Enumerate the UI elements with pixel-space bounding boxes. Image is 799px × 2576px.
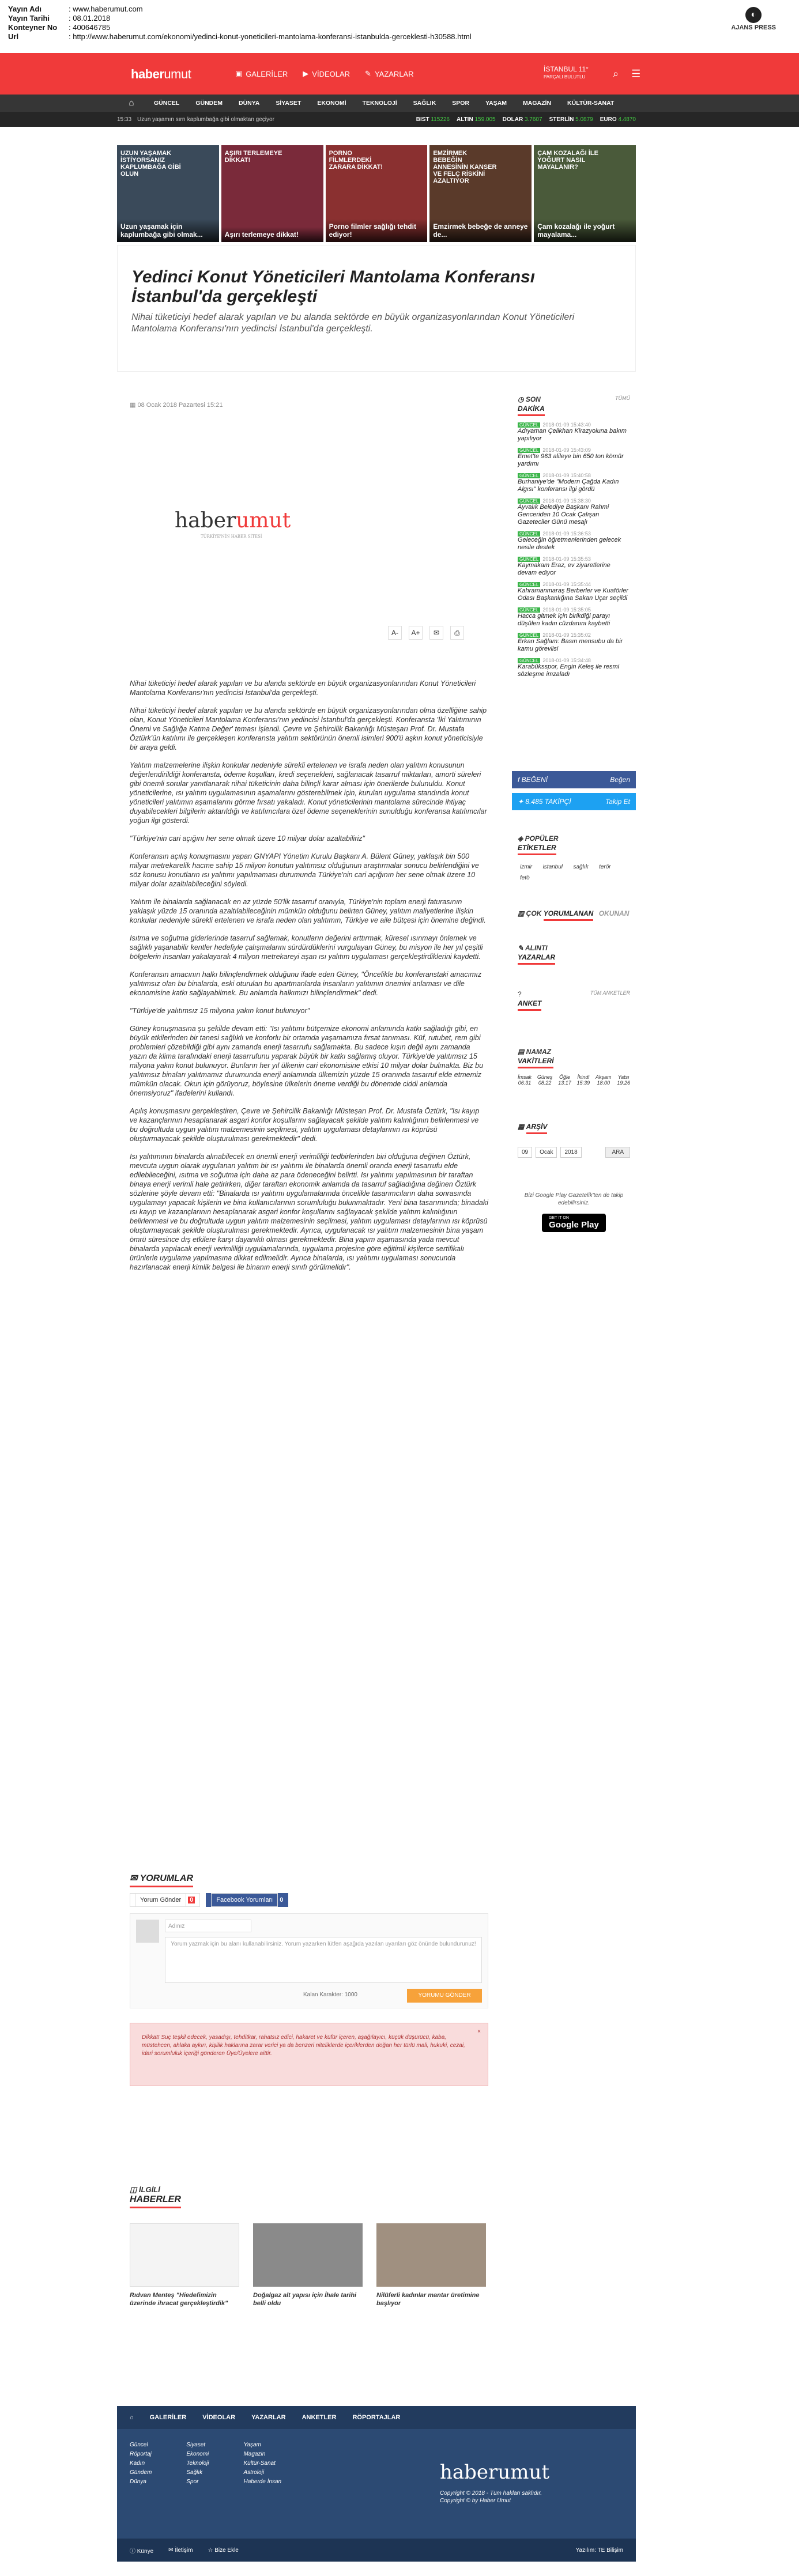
news-item[interactable]: GÜNCEL 2018-01-09 15:35:44 Kahramanmaraş Berberler ve Kuaförler Odası Başkanlığına Sakan Uçar seçildi [518, 581, 628, 602]
char-counter: Kalan Karakter: 1000 [303, 1992, 357, 1998]
article-tools [388, 626, 464, 640]
comments-title: ✉ YORUMLAR [130, 1872, 193, 1887]
news-item[interactable]: GÜNCEL 2018-01-09 15:40:58 Burhaniye'de "Modern Çağda Kadın Algısı" konferansı ilgi gördü [518, 473, 619, 493]
footer-link[interactable]: Dünya [130, 2479, 146, 2485]
comment-form [130, 1913, 488, 2008]
news-item[interactable]: GÜNCEL 2018-01-09 15:43:40 Adıyaman Çelikhan Kirazyoluna bakım yapılıyor [518, 422, 627, 442]
tab-most-commented[interactable]: YORUMLANAN [544, 909, 594, 921]
paragraph: Konferansın açılış konuşmasını yapan GNYAPI Yönetim Kurulu Başkanı A. Bülent Güney, yaklaşık bin 500 milyar metrekarelik hacme sahip 15 milyon konutun yalıtımsız olduğunun araştırmalar sonucu belirlendiğini ve söz konusu konutların ısı yalıtımı yapılmaması durumunda Türkiye'nin cari açığının her sene olmak üzere 10 milyar dolar azaltılabileceğini söyledi. [130, 852, 479, 888]
news-item[interactable]: GÜNCEL 2018-01-09 15:38:30 Ayvalık Belediye Başkanı Rahmi Genceriden 10 Ocak Çalışan Gazeteciler Günü mesajı [518, 498, 609, 526]
market-item: ALTIN 159.005 [456, 116, 496, 123]
market-item: STERLİN 5.0879 [549, 116, 593, 123]
meta-row: Konteyner No : 400646785 [8, 23, 111, 32]
article-header [117, 245, 636, 372]
paragraph: Güney konuşmasına şu şekilde devam etti: "Isı yalıtımı bütçemize ekonomi anlamında katkı sağladığı gibi, en büyük etkilerinden bir tanesi sağlıklı ve konforlu bir ortamda yaşamamıza fırsat tanıması. Küf, rutubet, rem gibi problemleri çözebildiği gibi aynı zamanda enerji tasarrufu sağlamakta. Bu sadece kışın değil aynı zamanda yazın da klima tarafındaki enerji tasarrufunu yaparak büyük bir katkı sağlamış oluyor. Türkiye'de yalıtımsız 15 milyona yakın konut bulunuyor. Bunların her yıl ülkenin cari ekonomisine etkisi 10 milyar dolar bulmakta. Biz bu yalıtımsız binaları yalıtmamız durumunda enerji anlamında ülkemizin yüzde 15 oranında tasarruf elde etmemiz mümkün olacak. Okun için görüyoruz, böylesine ülkelerin öneme verdiği bu dönemde ciddi anlamda önemsiyoruz" ifadelerini kullandı. [130, 1025, 484, 1097]
footer-link[interactable]: Yaşam [243, 2442, 261, 2448]
related-thumbnail [253, 2223, 363, 2287]
headline-card[interactable]: UZUN YAŞAMAK İSTİYORSANIZ KAPLUMBAĞA GİBİ OLUN Uzun yaşamak için kaplumbağa gibi olmak... [117, 145, 219, 242]
nav-galleries[interactable]: ▣ GALERİLER [235, 69, 288, 78]
news-item[interactable]: GÜNCEL 2018-01-09 15:35:53 Kaymakam Eraz, ev ziyaretlerine devam ediyor [518, 556, 610, 576]
meta-row: Url : http://www.haberumut.com/ekonomi/yedinci-konut-yoneticileri-mantolama-konferansi-istanbulda-gerceklesti-h30588.html [8, 32, 472, 41]
footer-link[interactable]: Astroloji [243, 2469, 265, 2476]
menu-icon[interactable]: ☰ [631, 68, 641, 80]
nav-authors[interactable]: ✎ YAZARLAR [365, 69, 414, 78]
mail-icon: ✉ [168, 2547, 175, 2554]
news-item[interactable]: GÜNCEL 2018-01-09 15:35:02 Erkan Sağlam: Basın mensubu da bir kamu görevlisi [518, 632, 623, 652]
article-text [130, 679, 488, 1281]
close-icon[interactable]: × [477, 2029, 481, 2035]
footer-columns [130, 2441, 281, 2487]
top-nav [235, 69, 414, 78]
paragraph: Isıtma ve soğutma giderlerinde tasarruf sağlamak, konutların değerini arttırmak, küresel ısınmayı önlemek ve sağlıklı yaşanabilir kentler hedefiyle çalışmalarını sürdürdüklerini vurgulayan Güney, bu misyon ile her yıl çeşitli bölgelerin insanları yakalayarak 4 milyon metrekareyi aşan ısı yalıtım uygulaması gerçekleştirdiklerini kaydetti. [130, 934, 483, 961]
nav-videos[interactable]: ▶ VİDEOLAR [303, 69, 350, 78]
all-link[interactable]: TÜMÜ [615, 395, 630, 401]
send-comment-button[interactable]: YORUMU GÖNDER [407, 1989, 482, 2003]
facebook-like[interactable]: f BEĞENİ Beğen [512, 771, 636, 788]
clock-icon: ◷ [518, 395, 526, 403]
category-item[interactable]: KÜLTÜR-SANAT [567, 100, 615, 107]
footer-link[interactable]: Kadın [130, 2460, 145, 2467]
facebook-icon: f [518, 776, 522, 784]
headline-card[interactable]: PORNO FİLMLERDEKİ ZARARA DİKKAT! Porno filmler sağlığı tehdit ediyor! [326, 145, 428, 242]
survey-box: ? TÜM ANKETLER ANKET [512, 984, 636, 1025]
archive-box: ▦ ARŞİV 09 Ocak 2018 ARA [512, 1117, 636, 1180]
tag-icon: ◈ [518, 834, 525, 843]
google-news-box: Bizi Google Play Gazetelik'ten de takip edebilirsiniz. GET IT ON Google Play [512, 1186, 636, 1249]
google-play-button[interactable]: GET IT ON Google Play [542, 1214, 606, 1232]
latest-header [518, 395, 630, 403]
footer-link[interactable]: Siyaset [186, 2442, 206, 2448]
home-icon[interactable]: ⌂ [129, 98, 134, 108]
twitter-follow[interactable]: ✦ 8.485 TAKİPÇİ Takip Et [512, 793, 636, 810]
meta-row: Yayın Adı : www.haberumut.com [8, 5, 143, 13]
article-date: ▦ 08 Ocak 2018 Pazartesi 15:21 [130, 402, 223, 409]
category-item[interactable]: GÜNDEM [195, 100, 223, 107]
name-field[interactable]: Adınız [165, 1920, 251, 1932]
related-item[interactable]: Nilüferli kadınlar mantar üretimine başlıyor [376, 2223, 486, 2307]
footer-link[interactable]: Gündem [130, 2469, 152, 2476]
paragraph: Konferansın amacının halkı bilinçlendirmek olduğunu ifade eden Güney, "Öncelikle bu konferanstaki amacımız yalıtımsız olan bu binalarda, eski oturulan bu apartmanlarda insanların yalıtımın önemini anlaması ve dile ekonomisine katkı sağlayabilmek. Bu anlamda halkımızı bilinçlendirmek" dedi. [130, 970, 482, 997]
market-item: DOLAR 3.7607 [502, 116, 542, 123]
header-icons [613, 68, 640, 80]
news-item[interactable]: GÜNCEL 2018-01-09 15:43:09 Emet'te 963 alileye bin 650 ton kömür yardımı [518, 447, 624, 467]
market-data [416, 116, 636, 123]
paragraph: Yalıtım malzemelerine ilişkin konkular nedeniyle sürekli ertelenen ve israfa neden olan yalıtım konusunun değerlendirildiği konferansta, ödeme koşulları, kredi seçenekleri, sağlanacak tasarruf miktarları, amorti süreleri gibi önemli sorular yanıtlanarak nihai tüketicinin daha bilinçli karar alması için önerilerde bulunuldu. Konut yöneticilerine, ısı yalıtım uygulamasının aşamalarını gösterebilmek için, kurulan uygulama standında konut yöneticileri yalıtımın aşamalarını görme fırsatı yakaladı. Konut yöneticilerinin mantolama sürecinde ihtiyaç duyabilecekleri bilgilerin aktarıldığı ve katılımcılara özel ödeme seçeneklerinin sunulduğu konferansa katılımcılar yoğun ilgi gösterdi. [130, 761, 487, 825]
camera-icon: ▣ [235, 69, 243, 78]
authors-box: ✎ ALINTI YAZARLAR [512, 938, 636, 973]
footer-bottom-link[interactable]: ✉ İletişim [168, 2547, 193, 2554]
site-footer [117, 2406, 636, 2562]
home-icon[interactable]: ⌂ [130, 2414, 134, 2421]
category-item[interactable]: EKONOMİ [317, 100, 346, 107]
tab-site-comments[interactable]: Yorum Gönder 0 [130, 1893, 200, 1907]
site-header [0, 53, 799, 95]
article-summary: Nihai tüketiciyi hedef alarak yapılan ve bu alanda sektörde en büyük organizasyonlarından Konut Yöneticileri Mantolama Konferansı'nın yedincisi İstanbul'da gerçekleşti. [131, 312, 575, 334]
comments-section [117, 1864, 500, 2164]
related-title: ◫ İLGİLİ HABERLER [130, 2185, 181, 2208]
agency-icon: ◐ [745, 7, 762, 23]
social-box [512, 771, 636, 810]
paragraph: Nihai tüketiciyi hedef alarak yapılan ve bu alanda sektörde en büyük organizasyonlarından olma özelliğine sahip olan, Konut Yöneticileri Mantolama Konferansı'nın yedincisi İstanbul'da gerçekleşti. Konferansta 'İki Yalıtımının Önemi ve Sağlığa Katma Değer' teması işlendi. Çevre ve Şehircilik Bakanlığı Müsteşarı Prof. Dr. Mustafa Öztürk'ün katılımı ile gerçekleşen konferansta yalıtım sektörünün önemli isimleri 900'ü aşkın konut yöneticisiyle bir araya geldi. [130, 707, 487, 751]
tab-most-read[interactable]: OKUNAN [598, 909, 630, 917]
font-increase-button[interactable]: A+ [409, 626, 423, 640]
footer-logo[interactable]: haberumut [440, 2461, 550, 2484]
tag-item[interactable]: istanbul [542, 864, 563, 870]
footer-link[interactable]: Spor [186, 2479, 199, 2485]
tag-item[interactable]: fetö [520, 875, 530, 881]
sidebar [512, 391, 636, 1543]
footer-nav-item[interactable]: ANKETLER [301, 2414, 337, 2421]
article-image: haberumut TÜRKİYE'NİN HABER SİTESİ [175, 509, 291, 539]
twitter-icon: ✦ [518, 798, 526, 806]
paragraph: Isı yalıtımının binalarda alınabilecek en önemli enerji verimliliği tedbirlerinden biri olduğuna değinen Öztürk, mevcuta uygun olarak uygulanan yalıtım bir ısı yalıtımı ile binalarda önemli oranda enerji tasarrufu elde edilebileceğini, ısıtma ve soğutma için daha az para ödeneceğini belirtti. Isı yalıtımı yapılmasının bir taraftan binaya enerji verimli hale getirirken, diğer taraftan ekonomik anlamda da tasarruf sağladığına değinen Öztürk sözlerine şöyle devam etti: "Binalarda ısı yalıtımı uygulamalarında öncelikle tasarımcıların daha sonrasında uygulamayı yapacak kişilerin ve bina kullanıcılarının sorumluluğu bulunmaktadır. Yeni bina tasarımında; binadaki ısı kayıp ve kazançlarının hesaplanarak asgari konfor koşullarını sağlayacak şekilde yalıtım kalınlığının belirlenmesi ve bu doğrultuda uygun yalıtım malzemesinin seçilmesi, yalıtım uygulaması detaylarının ısı köprüsü oluşturmayacak şekilde oluşturulması gerekmektedir. Ayrıca, uygulanacak ısı yalıtım malzemesinin bina yaşam ömrü süresince dış etkilere karşı dayanıklı olması gerekmektedir. Bina yapım aşamasında yada mevcut binalarda yapılacak enerji verimliliği uygulamalarında, uygulama projesine göre eğitimli kişilerce sertifikalı ürünlerle uygulama yapılmasına dikkat edilmelidir. Ayrıca binalarda, ısı yalıtımı uygulaması sonucunda hazırlanacak enerji kimlik belgesi ile binanın enerji sınıfı görülmelidir". [130, 1153, 488, 1271]
calendar-icon: ▦ [518, 1123, 526, 1131]
paragraph: Açılış konuşmasını gerçekleştiren, Çevre ve Şehircilik Bakanlığı Müsteşarı Prof. Dr. Mustafa Öztürk, "Isı kayıp ve kazançlarının hesaplanarak asgari konfor koşullarını sağlayacak şekilde yalıtım kalınlığının belirlenmesi ve bu doğrultuda uygun yalıtım malzemesinin seçilmesi, yalıtım uygulaması detaylarının ısı köprüsü oluşturmayacak şekilde oluşturulması gerekmektedir" dedi. [130, 1107, 480, 1143]
category-item[interactable]: TEKNOLOJİ [362, 100, 397, 107]
headline-card[interactable]: ÇAM KOZALAĞI İLE YOĞURT NASIL MAYALANIR? Çam kozalağı ile yoğurt mayalama... [534, 145, 636, 242]
archive-search-button[interactable]: ARA [605, 1147, 630, 1158]
related-item[interactable]: Rıdvan Menteş "Hiedefimizin üzerinde ihracat gerçekleştirdik" [130, 2223, 239, 2307]
ticker-headline[interactable]: Uzun yaşamın sırrı kaplumbağa gibi olmaktan geçiyor [137, 116, 274, 123]
star-icon: ☆ [208, 2547, 215, 2554]
footer-nav-item[interactable]: GALERİLER [149, 2414, 187, 2421]
footer-link[interactable]: Kültür-Sanat [243, 2460, 276, 2467]
all-surveys-link[interactable]: TÜM ANKETLER [590, 990, 630, 996]
category-bar [0, 95, 799, 112]
related-item[interactable]: Doğalgaz alt yapısı için İhale tarihi belli oldu [253, 2223, 363, 2307]
meta-row: Yayın Tarihi : 08.01.2018 [8, 14, 111, 22]
news-item[interactable]: GÜNCEL 2018-01-09 15:36:53 Geleceğin öğretmenlerinden gelecek nesile destek [518, 531, 621, 551]
print-icon[interactable]: ⎙ [450, 626, 464, 640]
avatar [136, 1920, 159, 1943]
month-select[interactable]: Ocak [536, 1147, 557, 1158]
related-news [117, 2177, 500, 2367]
footer-link[interactable]: Röportaj [130, 2451, 152, 2457]
book-icon: ▤ [518, 1048, 526, 1056]
bookmark-icon: ◫ [130, 2185, 139, 2194]
related-thumbnail [376, 2223, 486, 2287]
market-item: BIST 115226 [416, 116, 450, 123]
footer-bottom-link[interactable]: ☆ Bize Ekle [208, 2547, 239, 2554]
pen-icon: ✎ [518, 944, 525, 952]
footer-copyright: Copyright © 2018 - Tüm hakları saklıdır. Copyright © by Haber Umut [440, 2490, 542, 2504]
comment-icon[interactable]: ✉ [429, 626, 443, 640]
category-item[interactable]: MAGAZİN [523, 100, 552, 107]
site-logo[interactable]: haberumut [131, 67, 191, 81]
search-icon[interactable]: ⌕ [613, 68, 619, 80]
paragraph: "Türkiye'de yalıtımsız 15 milyona yakın konut bulunuyor" [130, 1007, 310, 1015]
footer-nav-item[interactable]: RÖPORTAJLAR [352, 2414, 401, 2421]
year-select[interactable]: 2018 [560, 1147, 581, 1158]
paragraph: Nihai tüketiciyi hedef alarak yapılan ve bu alanda sektörde en büyük organizasyonlarından Konut Yöneticileri Mantolama Konferansı'nın yedincisi İstanbul'da gerçekleşti. [130, 679, 476, 697]
most-commented-box: ▥ ÇOK YORUMLANAN OKUNAN [512, 904, 636, 927]
footer-bottom-link[interactable]: ⓘ Künye [130, 2548, 154, 2555]
footer-link[interactable]: Sağlık [186, 2469, 203, 2476]
headline-cards [117, 145, 636, 242]
clipping-meta [0, 0, 799, 53]
comment-tabs [130, 1893, 288, 1907]
footer-link[interactable]: Magazin [243, 2451, 266, 2457]
footer-bottom [117, 2539, 636, 2562]
tag-item[interactable]: izmir [520, 864, 533, 870]
info-icon: ⓘ [130, 2548, 137, 2555]
ticker-time: 15:33 [117, 116, 132, 123]
paragraph: "Türkiye'nin cari açığını her sene olmak üzere 10 milyar dolar azaltabiliriz" [130, 834, 365, 843]
category-item[interactable]: YAŞAM [485, 100, 507, 107]
category-item[interactable]: SPOR [452, 100, 470, 107]
footer-nav-item[interactable]: VİDEOLAR [202, 2414, 236, 2421]
category-item[interactable]: DÜNYA [239, 100, 260, 107]
news-item[interactable]: GÜNCEL 2018-01-09 15:35:05 Hacca gitmek için birikdiği parayı düşülen kadın cüzdanını kaybetti [518, 607, 610, 627]
footer-nav-item[interactable]: YAZARLAR [251, 2414, 286, 2421]
comment-textarea[interactable]: Yorum yazmak için bu alanı kullanabilirsiniz. Yorum yazarken lütfen aşağıda yazılan uyarıları göz önünde bulundurunuz! [165, 1937, 482, 1983]
pen-icon: ✎ [365, 69, 371, 78]
category-item[interactable]: SİYASET [276, 100, 301, 107]
tag-item[interactable]: sağlık [573, 864, 589, 870]
headline-card[interactable]: EMZİRMEK BEBEĞİN ANNESİNİN KANSER VE FELÇ RİSKİNİ AZALTIYOR Emzirmek bebeğe de anneye de... [429, 145, 532, 242]
footer-link[interactable]: Haberde İnsan [243, 2479, 282, 2485]
day-select[interactable]: 09 [518, 1147, 532, 1158]
news-ticker [0, 112, 799, 127]
tag-list [518, 861, 630, 883]
popular-tags-box: ◈ POPÜLER ETİKETLER izmir istanbul sağlık terör fetö [512, 829, 636, 892]
footer-link[interactable]: Güncel [130, 2442, 148, 2448]
footer-link[interactable]: Teknoloji [186, 2460, 209, 2467]
software-credit[interactable]: Yazılım: TE Bilişim [575, 2547, 623, 2554]
tag-item[interactable]: terör [599, 864, 611, 870]
paragraph: Yalıtım ile binalarda sağlanacak en az yüzde 50'lik tasarruf oranıyla, Türkiye'nin toplam enerji faturasının yaklaşık yüzde 15 oranında azaltılabileceğinin mümkün olduğunu belirten Güney, yalıtım maliyetlerine ilişkin konkular nedeniyle sürekli ertelenen ve israfa neden olan yalıtımın, Türkiye ve aile bütçesi için önemine değindi. [130, 898, 486, 924]
calendar-icon: ▦ [130, 402, 138, 409]
font-decrease-button[interactable]: A- [388, 626, 402, 640]
article-title: Yedinci Konut Yöneticileri Mantolama Konferansı İstanbul'da gerçekleşti [131, 267, 536, 306]
archive-form [518, 1147, 630, 1158]
question-icon: ? [518, 990, 522, 998]
market-item: EURO 4.4870 [600, 116, 636, 123]
headline-card[interactable]: AŞIRI TERLEMEYE DİKKAT! Aşırı terlemeye dikkat! [221, 145, 323, 242]
video-icon: ▶ [303, 69, 309, 78]
chat-icon: ✉ [130, 1874, 140, 1883]
footer-nav [117, 2406, 636, 2429]
news-item[interactable]: GÜNCEL 2018-01-09 15:34:48 Karabüksspor, Engin Keleş ile resmi sözleşme imzaladı [518, 658, 620, 678]
agency-logo: ◐ AJANS PRESS [731, 7, 776, 31]
weather-widget: İSTANBUL 11° PARÇALI BULUTLU [544, 65, 589, 80]
latest-news-box: ◷ SON TÜMÜ DAKİKA GÜNCEL 2018-01-09 15:43:40 Adıyaman Çelikhan Kirazyoluna bakım yapılıyor GÜNCEL 2018-01-09 15:43:09 Emet'te 963 alileye bin 650 ton kömür yardımı GÜNCEL 2018-01-09 15:40:58 Burhaniye'de "Modern Çağda Kadın Algısı" konferansı ilgi gördü GÜNCEL 2018-01-09 15:38:30 Ayvalık Belediye Başkanı Rahmi Genceriden 10 Ocak Çalışan Gazeteciler Günü mesajı GÜNCEL 2018-01-09 15:36:53 Geleceğin öğretmenlerinden gelecek nesile destek GÜNCEL 2018-01-09 15:35:53 Kaymakam Eraz, ev ziyaretlerine devam ediyor GÜNCEL 2018-01-09 15:35:44 Kahramanmaraş Berberler ve Kuaförler Odası Başkanlığına Sakan Uçar seçildi GÜNCEL 2018-01-09 15:35:05 Hacca gitmek için birikdiği parayı düşülen kadın cüzdanını kaybetti GÜNCEL 2018-01-09 15:35:02 Erkan Sağlam: Basın mensubu da bir kamu görevlisi GÜNCEL 2018-01-09 15:34:48 Karabüksspor, Engin Keleş ile resmi sözleşme imzaladı [512, 391, 636, 760]
prayer-table: İmsak 06:31 Güneş 08:22 Öğle 13:17 İkindi 15:39 Akşam 18:00 Yatsı 19:26 [518, 1074, 630, 1086]
comment-notice: Dikkat! Suç teşkil edecek, yasadışı, tehditkar, rahatsız edici, hakaret ve küfür içeren, aşağılayıcı, küçük düşürücü, kaba, müstehcen, ahlaka aykırı, kişilik haklarına zarar verici ya da benzeri niteliklerde içeriklerden doğan her türlü mali, hukuki, cezai, idari sorumluluk içeriği gönderen Üye/Üyelere aittir. × [130, 2023, 488, 2086]
graph-icon: ▥ [518, 909, 526, 917]
tab-facebook-comments[interactable]: Facebook Yorumları 0 [206, 1893, 288, 1907]
related-thumbnail [130, 2223, 239, 2287]
article-body-container [117, 391, 500, 1918]
footer-link[interactable]: Ekonomi [186, 2451, 209, 2457]
category-item[interactable]: SAĞLIK [413, 100, 436, 107]
latest-title: ◷ SON [518, 395, 541, 403]
prayer-times-box: ▤ NAMAZ VAKİTLERİ İmsak 06:31 Güneş 08:22 Öğle 13:17 İkindi 15:39 Akşam 18:00 Yatsı 19:26 [512, 1042, 636, 1105]
category-item[interactable]: GÜNCEL [154, 100, 180, 107]
